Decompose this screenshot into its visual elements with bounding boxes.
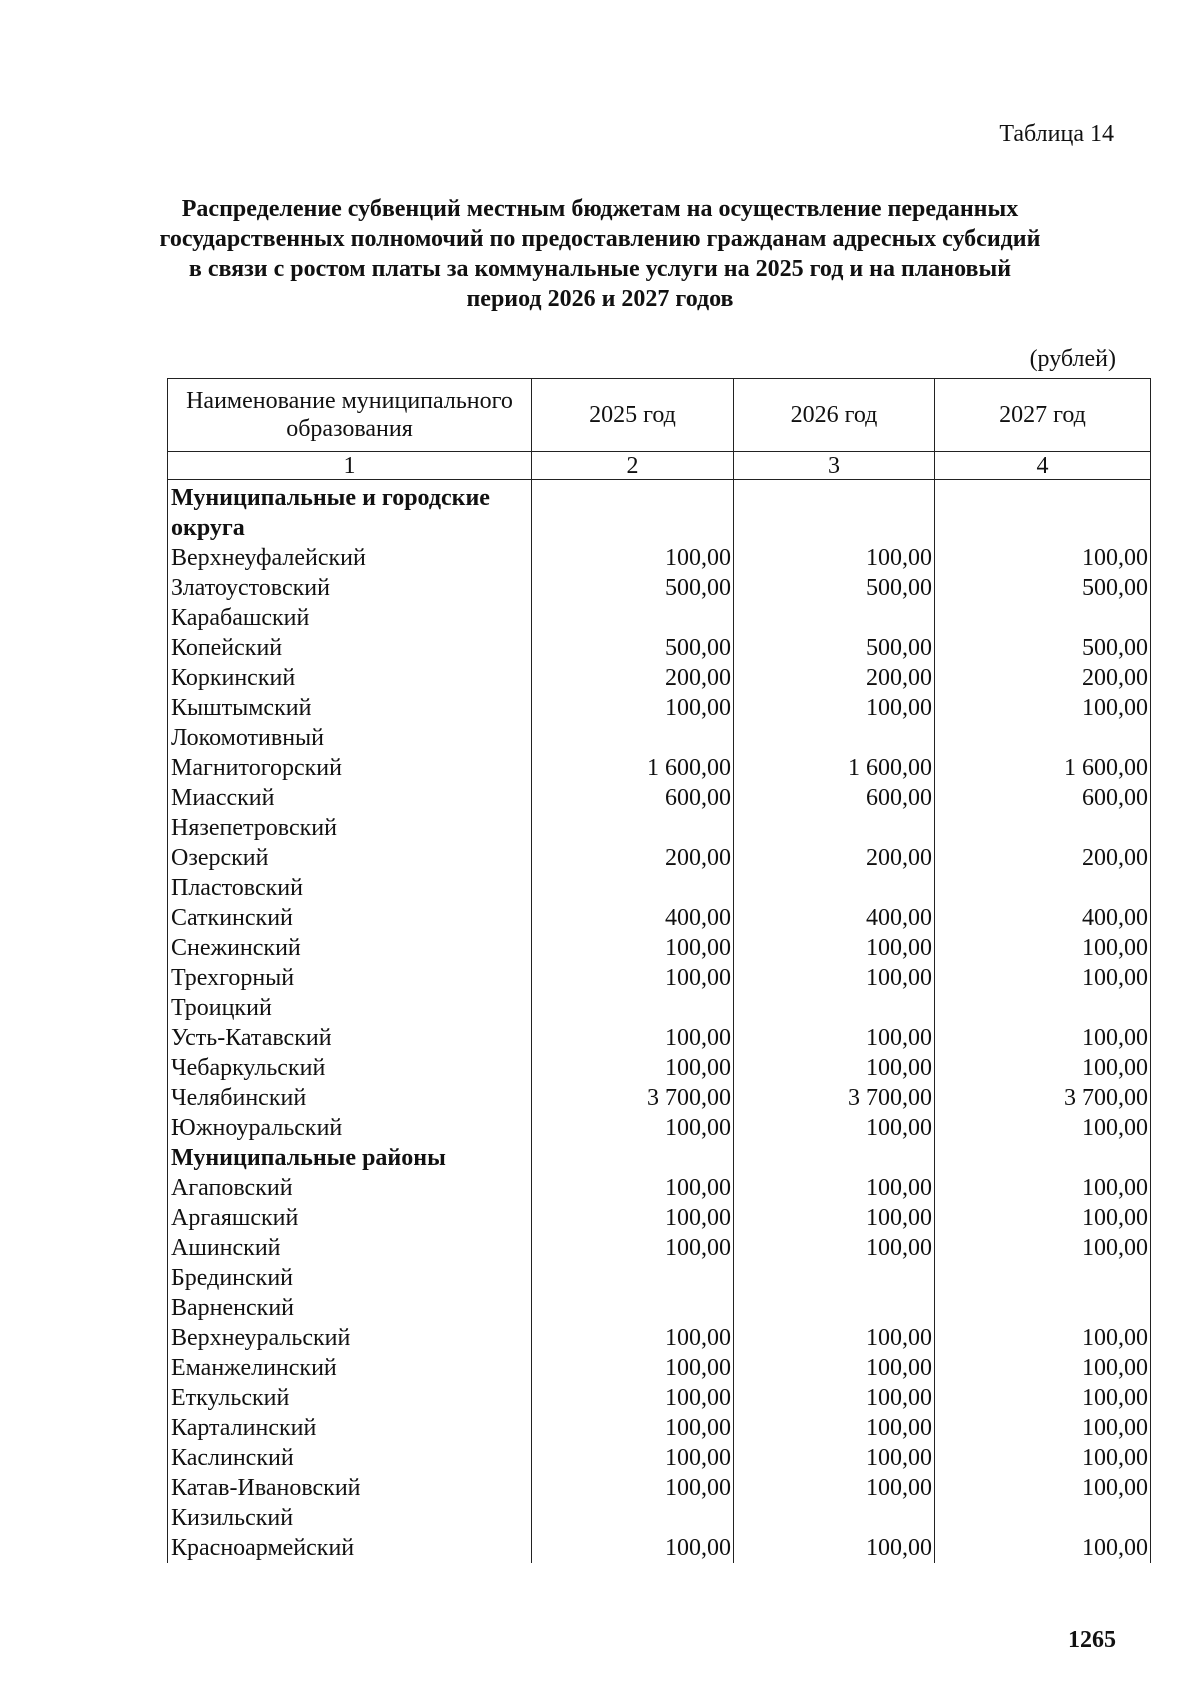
value-2025: 100,00	[532, 1203, 734, 1233]
table-row	[168, 1083, 1151, 1113]
value-2025: 100,00	[532, 1533, 734, 1563]
value-2027: 100,00	[935, 963, 1151, 993]
municipality-name: Еманжелинский	[168, 1353, 532, 1383]
municipality-name: Варненский	[168, 1293, 532, 1323]
empty-cell	[734, 1143, 935, 1173]
value-2025: 400,00	[532, 903, 734, 933]
table-row	[168, 573, 1151, 603]
value-2027	[935, 1293, 1151, 1323]
municipality-name: Саткинский	[168, 903, 532, 933]
municipality-name: Пластовский	[168, 873, 532, 903]
value-2026: 100,00	[734, 1323, 935, 1353]
table-row	[168, 903, 1151, 933]
units-label: (рублей)	[1029, 346, 1116, 372]
value-2027: 100,00	[935, 1113, 1151, 1143]
value-2026: 100,00	[734, 1233, 935, 1263]
value-2026: 100,00	[734, 543, 935, 573]
value-2027: 100,00	[935, 1233, 1151, 1263]
table-row	[168, 843, 1151, 873]
value-2027: 100,00	[935, 693, 1151, 723]
municipality-name: Снежинский	[168, 933, 532, 963]
title-line: государственных полномочий по предоставлению гражданам адресных субсидий	[159, 226, 1041, 252]
value-2025: 100,00	[532, 1023, 734, 1053]
municipality-name: Каслинский	[168, 1443, 532, 1473]
value-2027	[935, 1263, 1151, 1293]
municipality-name: Челябинский	[168, 1083, 532, 1113]
column-number: 2	[532, 452, 734, 480]
value-2026	[734, 993, 935, 1023]
document-title	[120, 194, 1080, 314]
municipality-name: Южноуральский	[168, 1113, 532, 1143]
value-2026	[734, 1263, 935, 1293]
municipality-name: Троицкий	[168, 993, 532, 1023]
table-row	[168, 1263, 1151, 1293]
value-2026: 100,00	[734, 1383, 935, 1413]
table-row	[168, 1503, 1151, 1533]
title-line: в связи с ростом платы за коммунальные услуги на 2025 год и на плановый	[188, 256, 1012, 282]
table-row	[168, 1233, 1151, 1263]
value-2026: 400,00	[734, 903, 935, 933]
municipality-name: Ашинский	[168, 1233, 532, 1263]
table-row	[168, 723, 1151, 753]
municipality-name: Озерский	[168, 843, 532, 873]
value-2025: 100,00	[532, 693, 734, 723]
table-body	[168, 480, 1151, 1564]
value-2025: 100,00	[532, 1053, 734, 1083]
table-row	[168, 693, 1151, 723]
empty-cell	[935, 483, 1151, 543]
value-2026	[734, 1503, 935, 1533]
value-2025	[532, 1293, 734, 1323]
value-2026	[734, 813, 935, 843]
table-row	[168, 1533, 1151, 1563]
table-row	[168, 1323, 1151, 1353]
value-2026: 100,00	[734, 933, 935, 963]
table-row	[168, 1203, 1151, 1233]
value-2027: 100,00	[935, 1443, 1151, 1473]
column-number: 3	[734, 452, 935, 480]
value-2026: 600,00	[734, 783, 935, 813]
table-row	[168, 1353, 1151, 1383]
table-row	[168, 873, 1151, 903]
value-2026: 100,00	[734, 1413, 935, 1443]
value-2027	[935, 993, 1151, 1023]
value-2025: 500,00	[532, 633, 734, 663]
value-2026: 100,00	[734, 1023, 935, 1053]
value-2026: 500,00	[734, 633, 935, 663]
column-number: 1	[168, 452, 532, 480]
empty-cell	[532, 1143, 734, 1173]
municipality-name: Кизильский	[168, 1503, 532, 1533]
table-row	[168, 783, 1151, 813]
table-row	[168, 543, 1151, 573]
value-2025	[532, 603, 734, 633]
value-2027	[935, 873, 1151, 903]
value-2026: 100,00	[734, 1053, 935, 1083]
section-header-row	[168, 1143, 1151, 1173]
value-2025: 1 600,00	[532, 753, 734, 783]
value-2025: 100,00	[532, 1323, 734, 1353]
value-2027: 1 600,00	[935, 753, 1151, 783]
value-2025: 100,00	[532, 1233, 734, 1263]
municipality-name: Трехгорный	[168, 963, 532, 993]
table-row	[168, 663, 1151, 693]
value-2025	[532, 1263, 734, 1293]
column-number-row	[168, 452, 1151, 480]
municipality-name: Магнитогорский	[168, 753, 532, 783]
value-2027: 3 700,00	[935, 1083, 1151, 1113]
value-2025: 200,00	[532, 843, 734, 873]
table-row	[168, 633, 1151, 663]
municipality-name: Брединский	[168, 1263, 532, 1293]
value-2027: 100,00	[935, 1473, 1151, 1503]
table-number: Таблица 14	[999, 121, 1114, 147]
value-2026: 100,00	[734, 1443, 935, 1473]
value-2025	[532, 1503, 734, 1533]
municipality-name: Красноармейский	[168, 1533, 532, 1563]
municipality-name: Коркинский	[168, 663, 532, 693]
value-2026: 100,00	[734, 1113, 935, 1143]
value-2027: 600,00	[935, 783, 1151, 813]
section-title: Муниципальные районы	[168, 1143, 532, 1173]
empty-cell	[734, 483, 935, 543]
table-row	[168, 1023, 1151, 1053]
municipality-name: Еткульский	[168, 1383, 532, 1413]
municipality-name: Агаповский	[168, 1173, 532, 1203]
value-2027: 100,00	[935, 1413, 1151, 1443]
value-2025: 100,00	[532, 963, 734, 993]
value-2026: 200,00	[734, 663, 935, 693]
table-row	[168, 1473, 1151, 1503]
value-2025	[532, 993, 734, 1023]
value-2025: 3 700,00	[532, 1083, 734, 1113]
table-row	[168, 1293, 1151, 1323]
column-number: 4	[935, 452, 1151, 480]
value-2026: 1 600,00	[734, 753, 935, 783]
value-2025	[532, 813, 734, 843]
value-2025: 100,00	[532, 1443, 734, 1473]
table-row	[168, 1383, 1151, 1413]
value-2027: 500,00	[935, 633, 1151, 663]
value-2026	[734, 873, 935, 903]
header-row	[168, 379, 1151, 452]
value-2027	[935, 1503, 1151, 1533]
municipality-name: Кыштымский	[168, 693, 532, 723]
value-2026: 3 700,00	[734, 1083, 935, 1113]
value-2027	[935, 813, 1151, 843]
subvention-table	[167, 378, 1151, 1563]
value-2026	[734, 603, 935, 633]
value-2025: 100,00	[532, 1413, 734, 1443]
value-2027: 200,00	[935, 663, 1151, 693]
value-2025	[532, 873, 734, 903]
municipality-name: Чебаркульский	[168, 1053, 532, 1083]
table-row	[168, 1173, 1151, 1203]
value-2025: 100,00	[532, 1173, 734, 1203]
header-name: Наименование муниципального образования	[168, 379, 532, 452]
value-2025: 100,00	[532, 543, 734, 573]
value-2026	[734, 723, 935, 753]
municipality-name: Копейский	[168, 633, 532, 663]
value-2027: 100,00	[935, 1053, 1151, 1083]
table-row	[168, 1443, 1151, 1473]
table-row	[168, 753, 1151, 783]
value-2027: 100,00	[935, 1203, 1151, 1233]
municipality-name: Верхнеуральский	[168, 1323, 532, 1353]
municipality-name: Златоустовский	[168, 573, 532, 603]
value-2026: 100,00	[734, 1353, 935, 1383]
municipality-name: Нязепетровский	[168, 813, 532, 843]
value-2025: 100,00	[532, 933, 734, 963]
value-2025: 600,00	[532, 783, 734, 813]
table-row	[168, 603, 1151, 633]
header-2025: 2025 год	[532, 379, 734, 452]
value-2027: 400,00	[935, 903, 1151, 933]
value-2027: 100,00	[935, 1353, 1151, 1383]
table-row	[168, 993, 1151, 1023]
table-row	[168, 1413, 1151, 1443]
table-row	[168, 963, 1151, 993]
value-2027	[935, 723, 1151, 753]
table-row	[168, 1113, 1151, 1143]
value-2027: 100,00	[935, 1023, 1151, 1053]
value-2025: 100,00	[532, 1383, 734, 1413]
value-2026: 100,00	[734, 693, 935, 723]
title-line: Распределение субвенций местным бюджетам на осуществление переданных	[181, 196, 1019, 222]
municipality-name: Карталинский	[168, 1413, 532, 1443]
value-2026: 500,00	[734, 573, 935, 603]
table-row	[168, 933, 1151, 963]
value-2026: 100,00	[734, 1533, 935, 1563]
value-2026: 200,00	[734, 843, 935, 873]
header-2027: 2027 год	[935, 379, 1151, 452]
empty-cell	[532, 483, 734, 543]
header-2026: 2026 год	[734, 379, 935, 452]
value-2027: 100,00	[935, 1173, 1151, 1203]
value-2027: 100,00	[935, 933, 1151, 963]
municipality-name: Усть-Катавский	[168, 1023, 532, 1053]
page-number: 1265	[1068, 1627, 1116, 1653]
value-2025: 100,00	[532, 1113, 734, 1143]
value-2025	[532, 723, 734, 753]
table-row	[168, 813, 1151, 843]
section-header-row	[168, 483, 1151, 543]
value-2027: 100,00	[935, 543, 1151, 573]
value-2025: 100,00	[532, 1353, 734, 1383]
value-2026: 100,00	[734, 963, 935, 993]
value-2026: 100,00	[734, 1203, 935, 1233]
value-2027: 100,00	[935, 1533, 1151, 1563]
value-2027: 500,00	[935, 573, 1151, 603]
section-title: Муниципальные и городские округа	[168, 483, 532, 543]
value-2026: 100,00	[734, 1473, 935, 1503]
value-2027: 100,00	[935, 1323, 1151, 1353]
value-2025: 200,00	[532, 663, 734, 693]
value-2027: 100,00	[935, 1383, 1151, 1413]
table-row	[168, 1053, 1151, 1083]
value-2027	[935, 603, 1151, 633]
municipality-name: Верхнеуфалейский	[168, 543, 532, 573]
value-2025: 100,00	[532, 1473, 734, 1503]
municipality-name: Локомотивный	[168, 723, 532, 753]
municipality-name: Миасский	[168, 783, 532, 813]
value-2027: 200,00	[935, 843, 1151, 873]
value-2026	[734, 1293, 935, 1323]
value-2026: 100,00	[734, 1173, 935, 1203]
empty-cell	[935, 1143, 1151, 1173]
municipality-name: Карабашский	[168, 603, 532, 633]
title-line: период 2026 и 2027 годов	[466, 286, 734, 312]
municipality-name: Катав-Ивановский	[168, 1473, 532, 1503]
value-2025: 500,00	[532, 573, 734, 603]
municipality-name: Аргаяшский	[168, 1203, 532, 1233]
